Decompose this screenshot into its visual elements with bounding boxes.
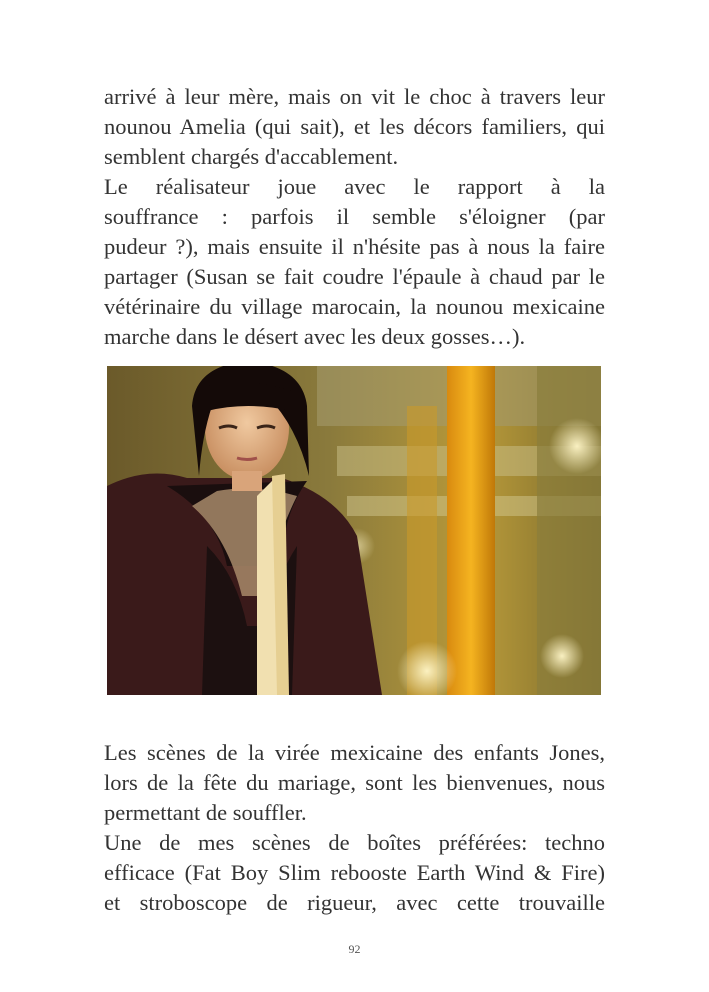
text-line: Une de mes scènes de boîtes préférées: techno (104, 830, 605, 855)
text-line: Le réalisateur joue avec le rapport à la (104, 174, 605, 199)
photo-illustration (107, 366, 601, 695)
text-line: semblent chargés d'accablement. (104, 144, 399, 169)
page-number: 92 (348, 942, 361, 956)
text-line: souffrance : parfois il semble s'éloigner (par (104, 204, 605, 229)
text-line: lors de la fête du mariage, sont les bienvenues, nous (104, 770, 605, 795)
text-line: partager (Susan se fait coudre l'épaule à chaud par le (104, 264, 605, 289)
text-line: et stroboscope de rigueur, avec cette trouvaille (104, 890, 605, 915)
text-line: marche dans le désert avec les deux gosses…). (104, 324, 526, 349)
paragraph-3 (104, 738, 605, 828)
text-line: arrivé à leur mère, mais on vit le choc à travers leur (104, 84, 605, 109)
text-line: efficace (Fat Boy Slim rebooste Earth Wind & Fire) (104, 860, 605, 885)
text-line: nounou Amelia (qui sait), et les décors familiers, qui (104, 114, 605, 139)
text-line: pudeur ?), mais ensuite il n'hésite pas à nous la faire (104, 234, 605, 259)
film-still-photo (107, 366, 601, 695)
paragraph-4 (104, 828, 605, 918)
paragraph-1 (104, 82, 605, 172)
paragraph-2 (104, 172, 605, 352)
text-line: Les scènes de la virée mexicaine des enfants Jones, (104, 740, 605, 765)
text-line: permettant de souffler. (104, 800, 307, 825)
text-line: vétérinaire du village marocain, la nounou mexicaine (104, 294, 605, 319)
